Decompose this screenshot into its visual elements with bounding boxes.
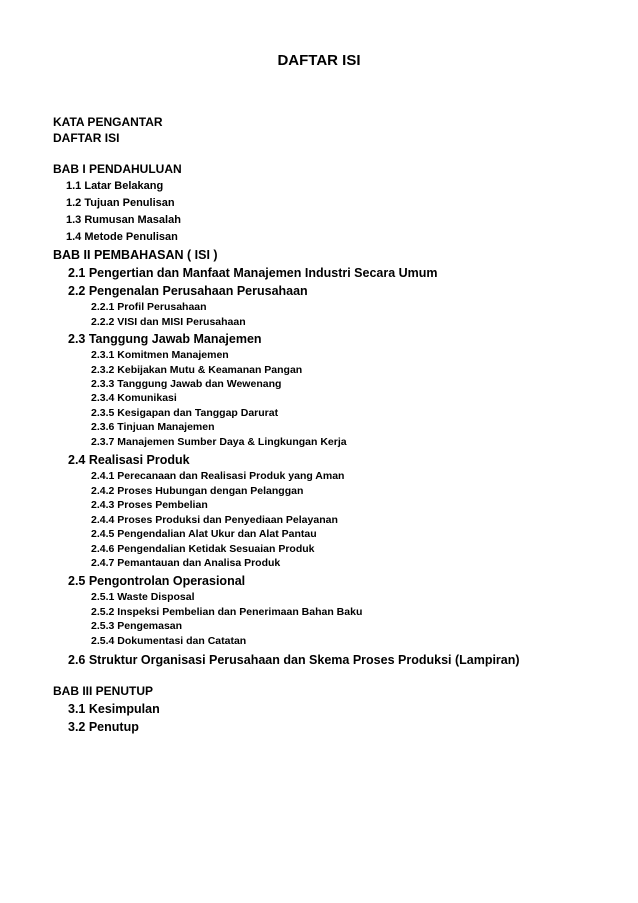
toc-entry: 1.2 Tujuan Penulisan [66,197,175,209]
toc-subsection: 2.3.5 Kesigapan dan Tanggap Darurat [91,407,279,419]
toc-subsection: 2.3.2 Kebijakan Mutu & Keamanan Pangan [91,364,303,376]
toc-subsection: 2.3.7 Manajemen Sumber Daya & Lingkungan Kerja [91,436,347,448]
toc-section-3-2: 3.2 Penutup [68,720,139,734]
toc-subsection: 2.3.6 Tinjuan Manajemen [91,421,215,433]
toc-section-3-1: 3.1 Kesimpulan [68,702,160,716]
toc-subsection: 2.4.6 Pengendalian Ketidak Sesuaian Produk [91,543,315,555]
toc-entry-daftar-isi: DAFTAR ISI [53,131,120,145]
toc-entry-kata-pengantar: KATA PENGANTAR [53,115,163,129]
toc-heading-bab3: BAB III PENUTUP [53,684,154,698]
toc-entry: 1.4 Metode Penulisan [66,231,178,243]
toc-heading-bab1: BAB I PENDAHULUAN [53,162,182,176]
toc-heading-bab2: BAB II PEMBAHASAN ( ISI ) [53,248,218,262]
toc-subsection: 2.4.3 Proses Pembelian [91,499,208,511]
toc-section-2-1: 2.1 Pengertian dan Manfaat Manajemen Industri Secara Umum [68,266,438,280]
toc-subsection: 2.4.1 Perecanaan dan Realisasi Produk yang Aman [91,470,345,482]
toc-section-2-5: 2.5 Pengontrolan Operasional [68,574,246,588]
toc-subsection: 2.5.2 Inspeksi Pembelian dan Penerimaan Bahan Baku [91,606,363,618]
toc-section-2-3: 2.3 Tanggung Jawab Manajemen [68,332,262,346]
toc-section-2-6: 2.6 Struktur Organisasi Perusahaan dan Skema Proses Produksi (Lampiran) [68,653,520,667]
toc-subsection: 2.3.4 Komunikasi [91,392,177,404]
toc-subsection: 2.4.5 Pengendalian Alat Ukur dan Alat Pantau [91,528,317,540]
toc-subsection: 2.5.4 Dokumentasi dan Catatan [91,635,247,647]
toc-subsection: 2.4.2 Proses Hubungan dengan Pelanggan [91,485,304,497]
toc-subsection: 2.5.1 Waste Disposal [91,591,195,603]
page-title: DAFTAR ISI [277,52,361,69]
toc-section-2-2: 2.2 Pengenalan Perusahaan Perusahaan [68,284,308,298]
toc-subsection: 2.2.1 Profil Perusahaan [91,301,207,313]
toc-entry: 1.1 Latar Belakang [66,180,164,192]
toc-subsection: 2.4.7 Pemantauan dan Analisa Produk [91,557,281,569]
toc-subsection: 2.3.1 Komitmen Manajemen [91,349,229,361]
toc-entry: 1.3 Rumusan Masalah [66,214,181,226]
toc-subsection: 2.3.3 Tanggung Jawab dan Wewenang [91,378,282,390]
toc-subsection: 2.4.4 Proses Produksi dan Penyediaan Pelayanan [91,514,338,526]
toc-section-2-4: 2.4 Realisasi Produk [68,453,190,467]
toc-subsection: 2.2.2 VISI dan MISI Perusahaan [91,316,246,328]
toc-subsection: 2.5.3 Pengemasan [91,620,183,632]
